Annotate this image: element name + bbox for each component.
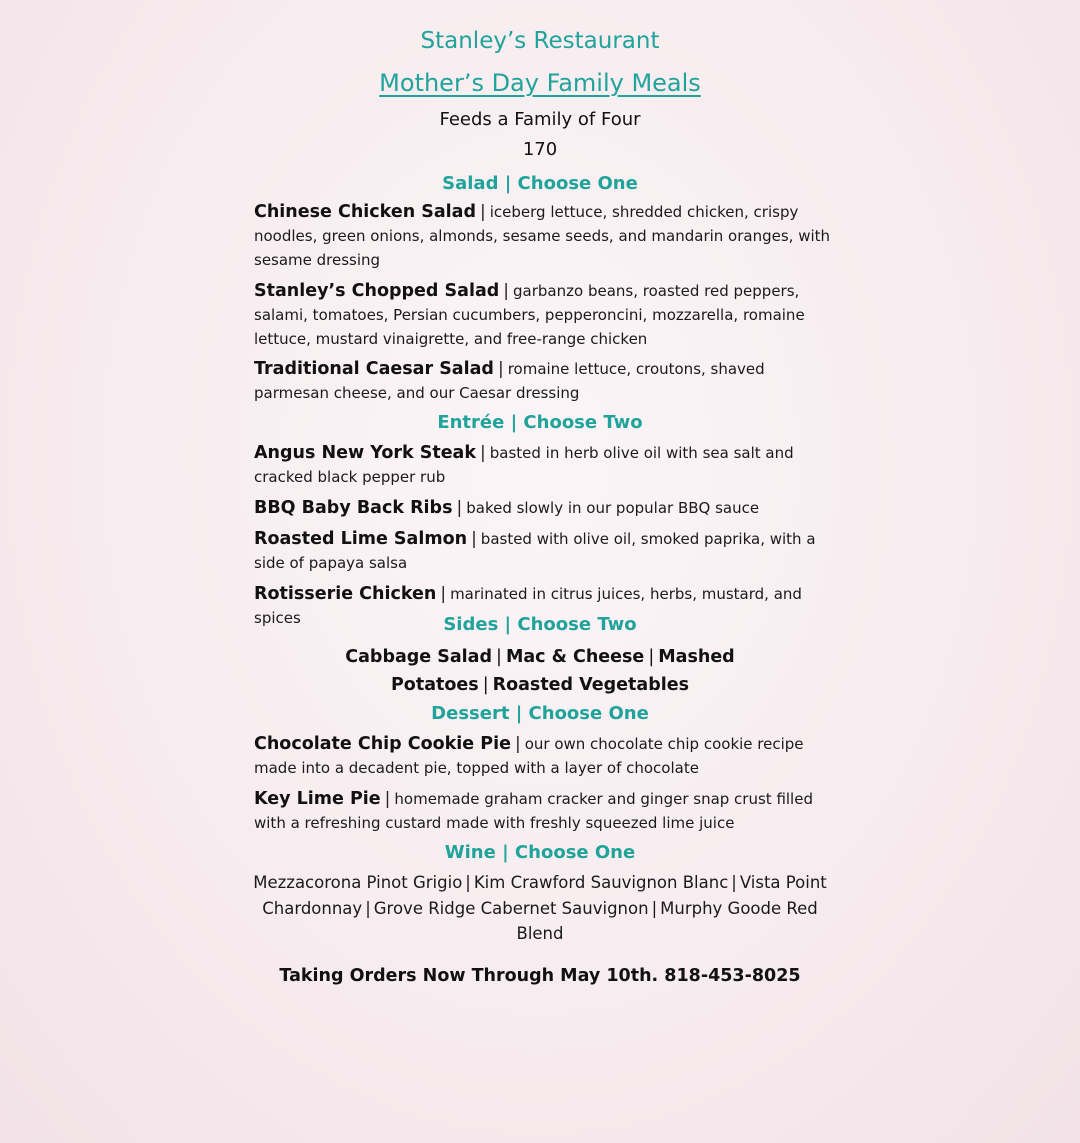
- side-item: Mac & Cheese: [505, 647, 645, 667]
- item-description: iceberg lettuce, shredded chicken, crispy noodles, green onions, almonds, sesame seeds, and mandarin oranges, with sesame dressing: [254, 203, 831, 269]
- price: 170: [522, 139, 558, 160]
- wine-item: Mezzacorona Pinot Grigio: [253, 873, 463, 892]
- wine-item: Vista Point Chardonnay: [262, 873, 827, 918]
- separator: |: [471, 529, 477, 549]
- item-description: our own chocolate chip cookie recipe made into a decadent pie, topped with a layer of chocolate: [254, 735, 804, 777]
- separator: |: [503, 281, 510, 301]
- menu-item: [254, 732, 834, 780]
- separator: |: [480, 443, 486, 463]
- separator: |: [465, 873, 471, 892]
- wine-list: [250, 870, 830, 947]
- wine-item: Murphy Goode Red Blend: [516, 898, 818, 943]
- item-name: Angus New York Steak: [254, 443, 477, 463]
- separator: |: [480, 202, 486, 222]
- dessert-heading: Dessert | Choose One: [431, 703, 649, 724]
- wine-heading: Wine | Choose One: [444, 842, 636, 863]
- item-description: romaine lettuce, croutons, shaved parmesan cheese, and our Caesar dressing: [254, 360, 765, 402]
- item-name: Roasted Lime Salmon: [254, 529, 468, 549]
- menu-item: [254, 279, 834, 351]
- separator: |: [365, 898, 371, 918]
- entree-heading: Entrée | Choose Two: [437, 412, 643, 433]
- separator: |: [456, 498, 463, 518]
- separator: |: [651, 898, 658, 918]
- menu-item: [254, 787, 834, 835]
- side-item: Mashed Potatoes: [390, 647, 735, 695]
- separator: |: [440, 584, 447, 604]
- item-description: basted with olive oil, smoked paprika, with a side of papaya salsa: [254, 530, 816, 572]
- side-item: Cabbage Salad: [345, 647, 493, 667]
- item-description: marinated in citrus juices, herbs, mustard, and spices: [254, 585, 802, 627]
- menu-item: [254, 200, 834, 272]
- menu-title: Mother’s Day Family Meals: [379, 69, 701, 97]
- sides-heading: Sides | Choose Two: [443, 614, 637, 635]
- feeds-note: Feeds a Family of Four: [439, 109, 641, 130]
- item-description: baked slowly in our popular BBQ sauce: [466, 499, 760, 517]
- menu-item: [254, 496, 834, 520]
- item-description: homemade graham cracker and ginger snap crust filled with a refreshing custard made with freshly squeezed lime juice: [254, 790, 813, 832]
- separator: |: [384, 789, 391, 809]
- item-name: Chocolate Chip Cookie Pie: [254, 734, 511, 754]
- item-name: Stanley’s Chopped Salad: [254, 281, 500, 301]
- wine-item: Grove Ridge Cabernet Sauvignon: [373, 898, 649, 918]
- item-name: Chinese Chicken Salad: [254, 202, 477, 222]
- restaurant-name: Stanley’s Restaurant: [420, 28, 660, 54]
- item-description: garbanzo beans, roasted red peppers, salami, tomatoes, Persian cucumbers, pepperoncini, mozzarella, romaine lettuce, mustard vinaigrette, and free-range chicken: [254, 282, 805, 348]
- separator: |: [648, 647, 655, 667]
- wine-item: Kim Crawford Sauvignon Blanc: [473, 873, 729, 892]
- item-name: BBQ Baby Back Ribs: [254, 498, 453, 518]
- salad-heading: Salad | Choose One: [442, 173, 638, 194]
- item-description: basted in herb olive oil with sea salt and cracked black pepper rub: [254, 444, 794, 486]
- side-item: Roasted Vegetables: [492, 675, 690, 695]
- separator: |: [496, 647, 502, 667]
- menu-item: [254, 527, 834, 575]
- order-note: Taking Orders Now Through May 10th. 818-453-8025: [279, 966, 801, 986]
- menu-item: [254, 357, 834, 405]
- separator: |: [731, 873, 737, 892]
- separator: |: [514, 734, 521, 754]
- separator: |: [482, 675, 489, 695]
- item-name: Rotisserie Chicken: [254, 584, 437, 604]
- item-name: Key Lime Pie: [254, 789, 381, 809]
- menu-item: [254, 441, 834, 489]
- sides-list: [260, 643, 820, 699]
- item-name: Traditional Caesar Salad: [254, 359, 494, 379]
- separator: |: [497, 359, 504, 379]
